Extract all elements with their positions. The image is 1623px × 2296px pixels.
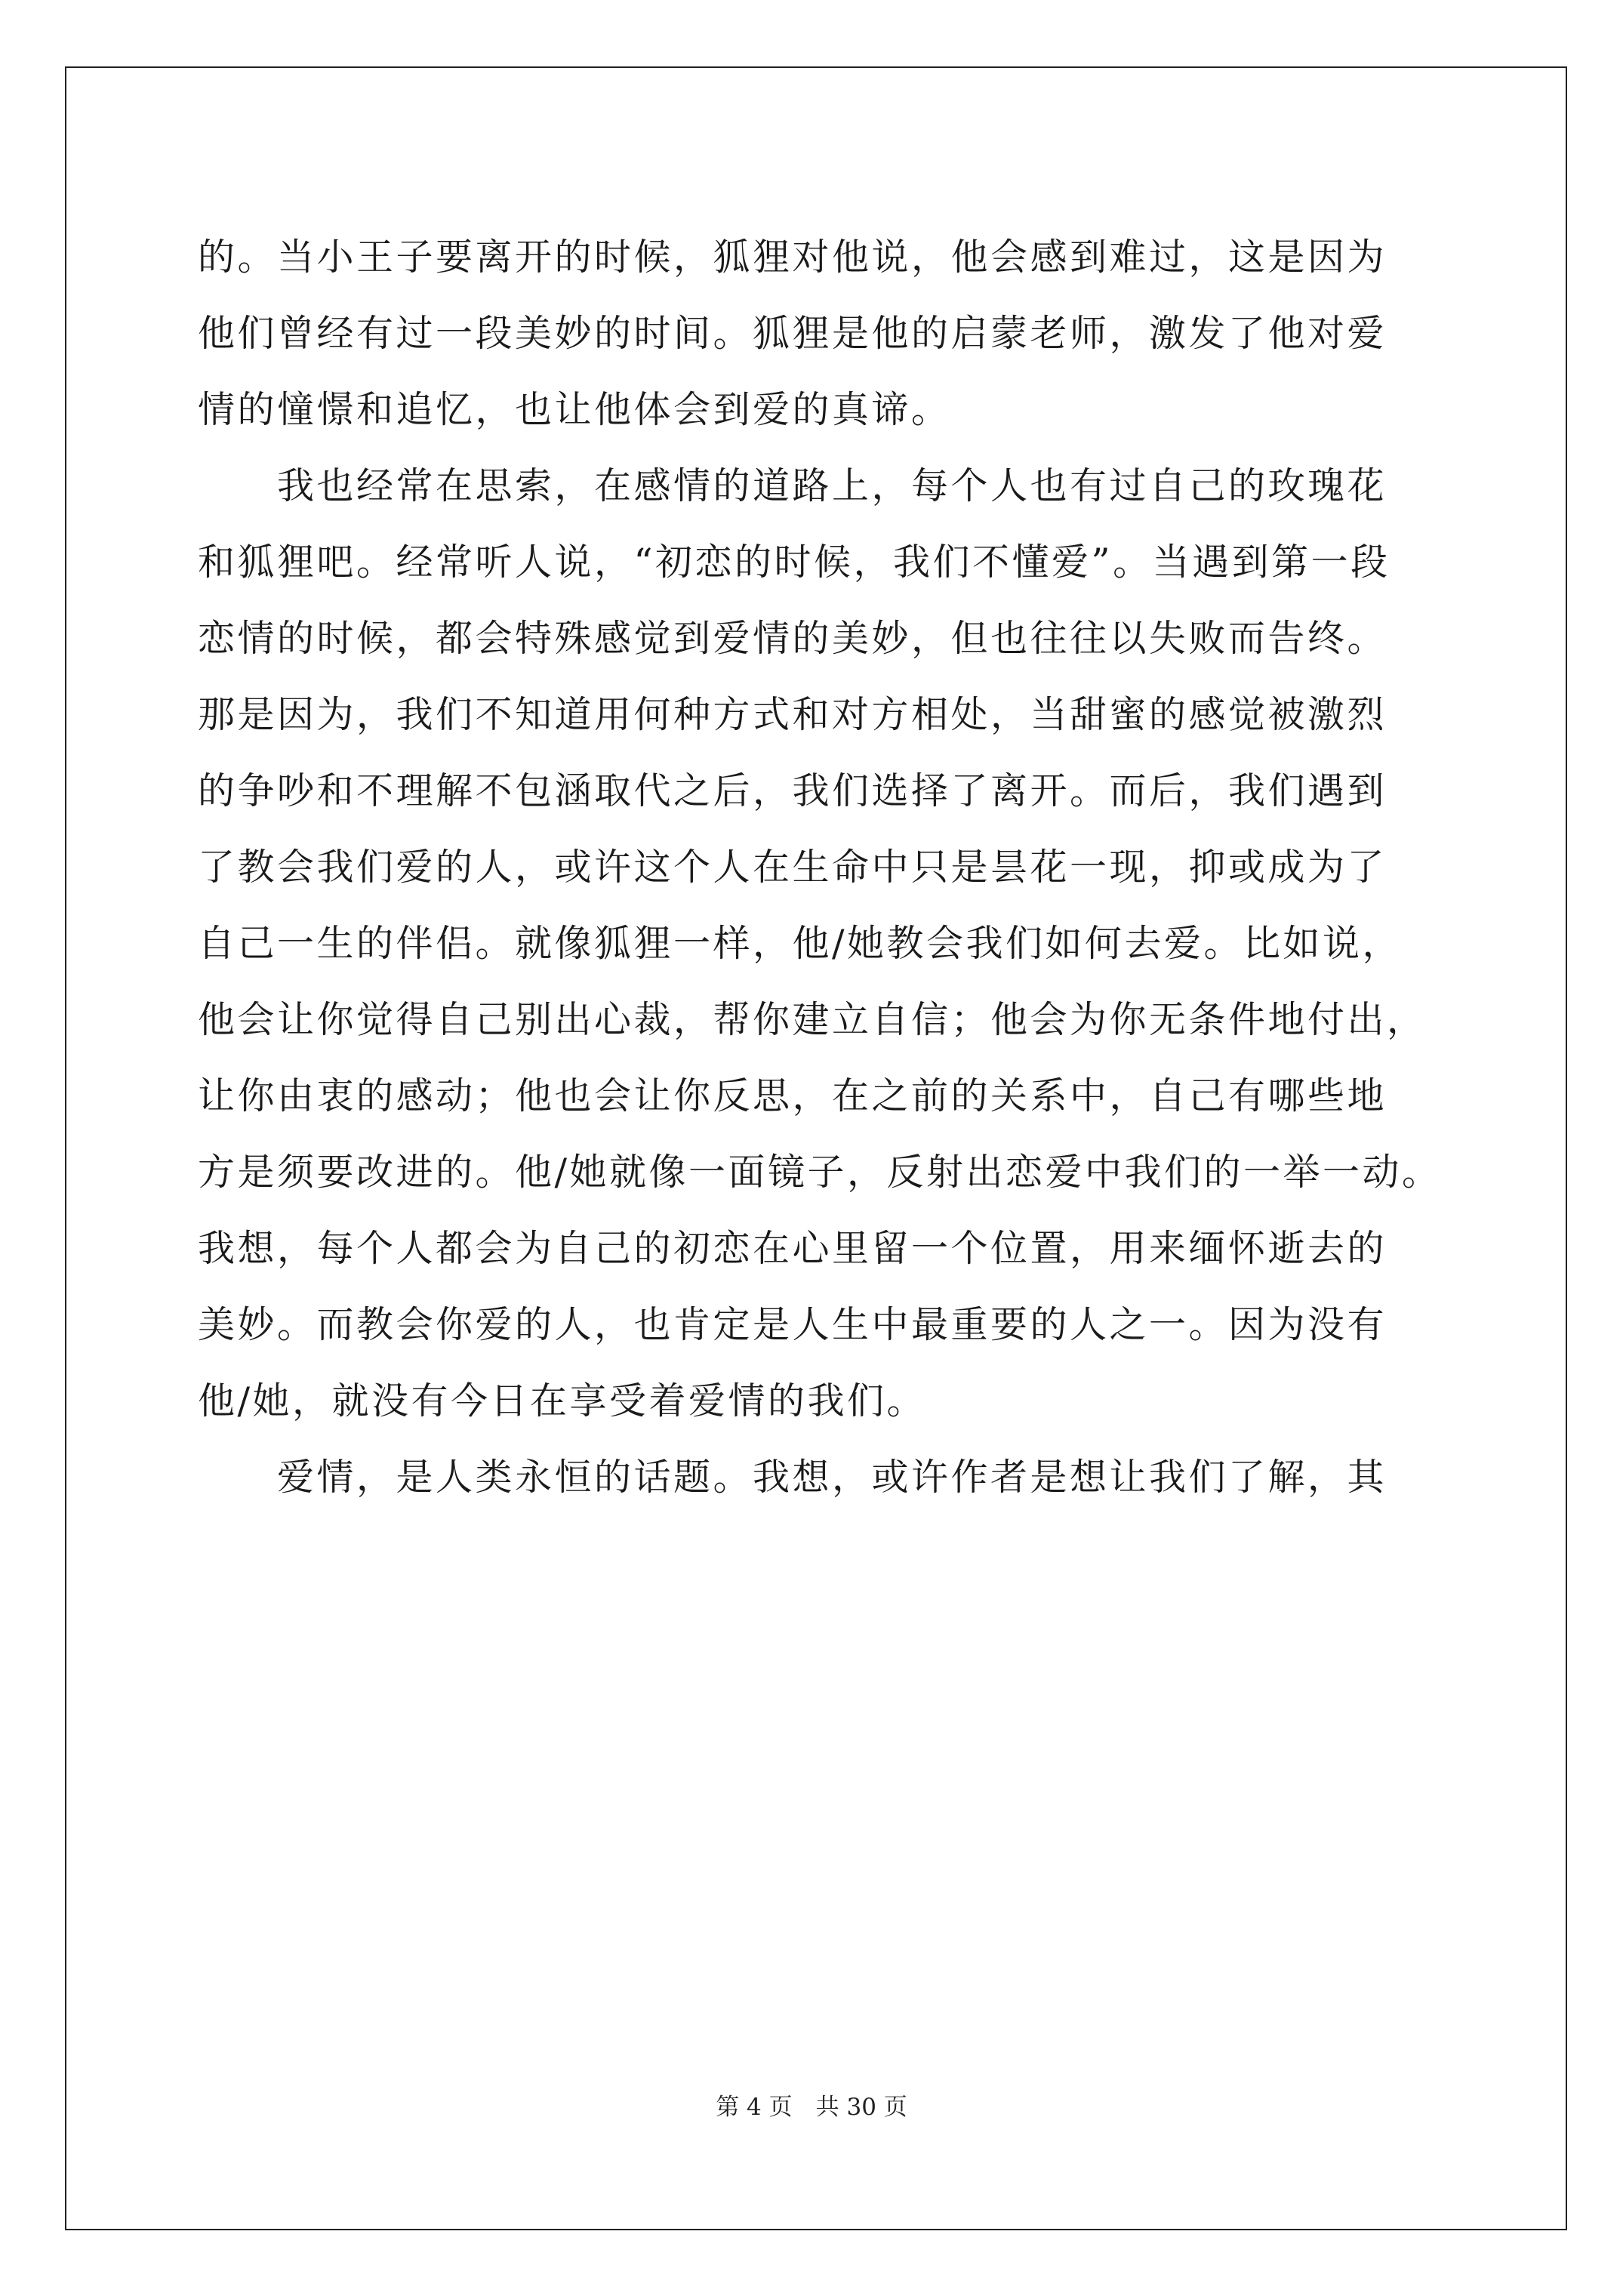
text-line: 了教会我们爱的人，或许这个人在生命中只是昙花一现，抑或成为了 (198, 846, 1387, 889)
text-line: 的争吵和不理解不包涵取代之后，我们选择了离开。而后，我们遇到 (198, 769, 1387, 812)
text-line: 他会让你觉得自己别出心裁，帮你建立自信；他会为你无条件地付出， (198, 998, 1427, 1041)
text-line: 那是因为，我们不知道用何种方式和对方相处，当甜蜜的感觉被激烈 (198, 693, 1387, 736)
document-body (198, 219, 1442, 1515)
text-line: 我想，每个人都会为自己的初恋在心里留一个位置，用来缅怀逝去的 (198, 1227, 1387, 1270)
text-line: 让你由衷的感动；他也会让你反思，在之前的关系中，自己有哪些地 (198, 1074, 1387, 1117)
text-line: 他们曾经有过一段美妙的时间。狐狸是他的启蒙老师，激发了他对爱 (198, 312, 1387, 355)
text-line: 的。当小王子要离开的时候，狐狸对他说，他会感到难过，这是因为 (198, 236, 1387, 279)
paragraph-start-line: 爱情，是人类永恒的话题。我想，或许作者是想让我们了解，其 (198, 1456, 1387, 1499)
text-line: 方是须要改进的。他/她就像一面镜子，反射出恋爱中我们的一举一动。 (198, 1151, 1442, 1194)
paragraph-start-line: 我也经常在思索，在感情的道路上，每个人也有过自己的玫瑰花 (198, 464, 1387, 507)
text-line: 和狐狸吧。经常听人说，“初恋的时候，我们不懂爱”。当遇到第一段 (198, 541, 1390, 584)
page-number-footer: 第 4 页 共 30 页 (716, 2094, 907, 2121)
text-line: 自己一生的伴侣。就像狐狸一样，他/她教会我们如何去爱。比如说， (198, 922, 1403, 965)
text-line: 情的憧憬和追忆，也让他体会到爱的真谛。 (198, 388, 951, 431)
text-line: 他/她，就没有今日在享受着爱情的我们。 (198, 1379, 927, 1422)
text-line: 美妙。而教会你爱的人，也肯定是人生中最重要的人之一。因为没有 (198, 1303, 1387, 1346)
text-line: 恋情的时候，都会特殊感觉到爱情的美妙，但也往往以失败而告终。 (198, 617, 1387, 660)
